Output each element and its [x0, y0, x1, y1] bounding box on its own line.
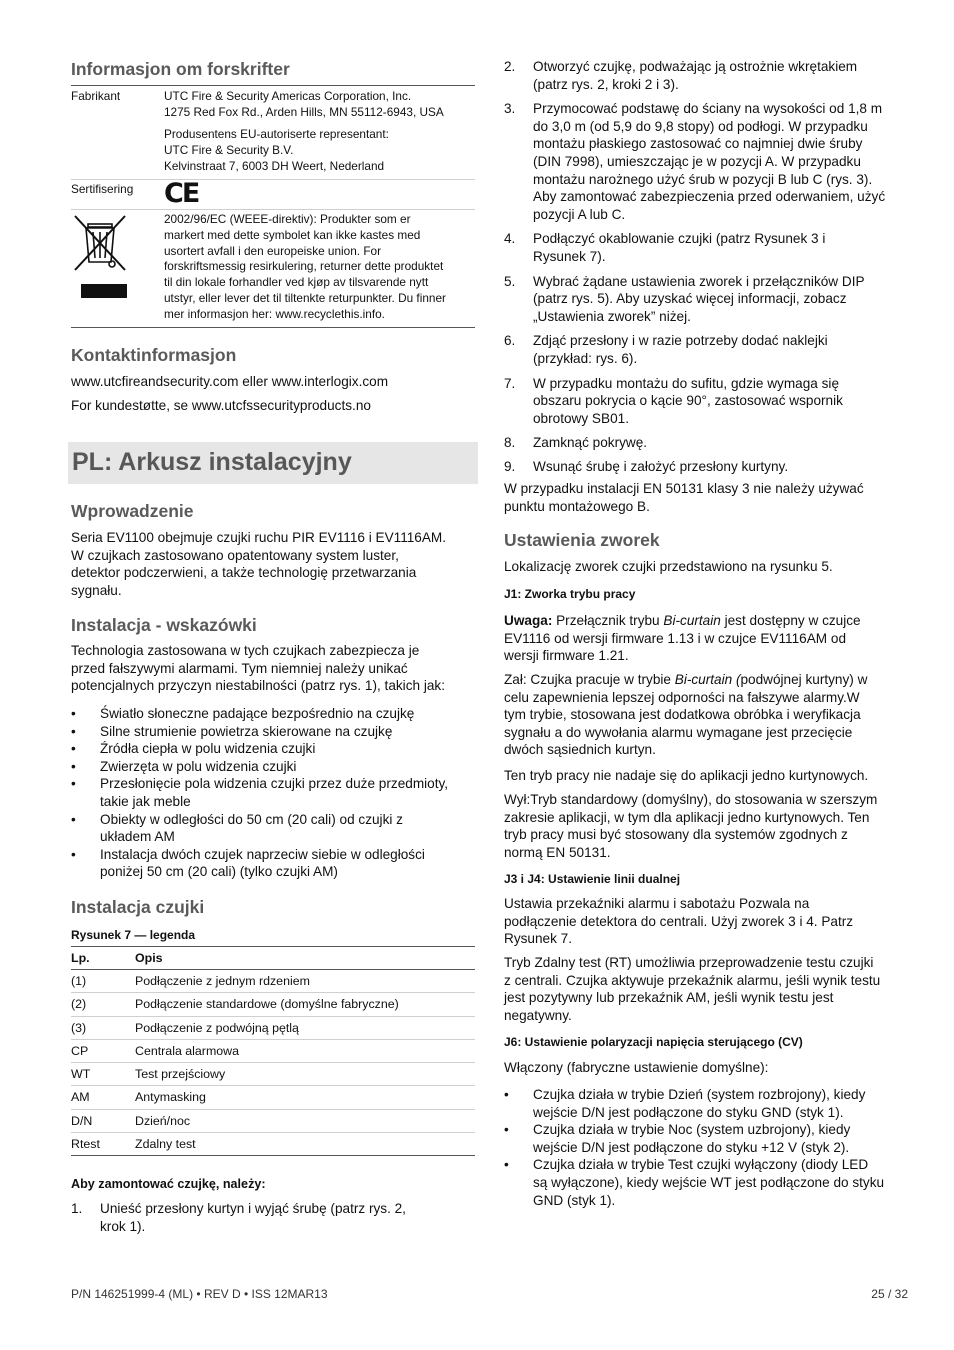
- text-line: przed fałszywymi alarmami. Tym niemniej należy unikać: [71, 660, 408, 676]
- guidelines-heading: Instalacja - wskazówki: [71, 615, 257, 635]
- j34-title: J3 i J4: Ustawienie linii dualnej: [504, 872, 681, 886]
- text-line: potencjalnych przyczyn niestabilności (patrz rys. 1), takich jak:: [71, 678, 445, 694]
- steps-list-part1: [71, 1200, 477, 1235]
- j1-off-paragraph: [504, 791, 877, 861]
- instability-causes-list: [71, 705, 477, 881]
- text-line: Seria EV1100 obejmuje czujki ruchu PIR EV1116 i EV1116AM.: [71, 530, 447, 545]
- list-item: • Silne strumienie powietrza skierowane na czujkę: [71, 723, 477, 741]
- table-cell-lp: AM: [71, 1090, 90, 1105]
- list-item: • Światło słoneczne padające bezpośrednio na czujkę: [71, 705, 477, 723]
- table-cell-lp: CP: [71, 1043, 89, 1058]
- table-cell-opis: Podłączenie z jednym rdzeniem: [135, 974, 310, 988]
- address-line: UTC Fire & Security Americas Corporation, Inc.: [164, 89, 412, 103]
- text-line: wersji firmware 1.21.: [504, 648, 629, 664]
- table-cell-lp: (2): [71, 997, 87, 1012]
- table-row-divider: [71, 1132, 475, 1133]
- text-line: jest pozytywny lub przekaźnik AM, jeśli wynik testu jest: [504, 990, 834, 1006]
- text-line: normą EN 50131.: [504, 844, 611, 860]
- list-item: • Źródła ciepła w polu widzenia czujki: [71, 740, 477, 758]
- table-header-lp: Lp.: [71, 951, 90, 965]
- step-item: 1. Unieść przesłony kurtyn i wyjąć śrubę (patrz rys. 2, krok 1).: [71, 1201, 406, 1234]
- table-cell-opis: Zdalny test: [135, 1136, 196, 1151]
- table-row-divider: [71, 1016, 475, 1017]
- table-row-divider: [71, 992, 475, 993]
- step-item: 4. Podłączyć okablowanie czujki (patrz Rysunek 3 i Rysunek 7).: [504, 231, 826, 264]
- text-line: zakresie aplikacji, w tym dla aplikacji jedno kurtynowych. Ten: [504, 809, 870, 825]
- table-cell-lp: D/N: [71, 1113, 93, 1128]
- text-line: Technologia zastosowana w tych czujkach zabezpiecza je: [71, 643, 420, 658]
- weee-line: utstyr, eller lever det til tiltenkte returpunkter. Du finner: [164, 290, 446, 305]
- intro-heading: Wprowadzenie: [71, 501, 194, 521]
- remote-test-paragraph: [504, 954, 880, 1024]
- manufacturer-label: Fabrikant: [71, 89, 121, 103]
- step-item: 2. Otworzyć czujkę, podważając ją ostrożnie wkrętakiem (patrz rys. 2, kroki 2 i 3).: [504, 59, 858, 92]
- weee-line: forskriftsmessig resirkulering, returner dette produktet: [164, 259, 444, 274]
- text-line: sygnału.: [71, 582, 122, 598]
- j6-list: [504, 1086, 908, 1209]
- text-line: W przypadku instalacji EN 50131 klasy 3 nie należy używać: [504, 481, 864, 496]
- contact-support: For kundestøtte, se www.utcfssecurityproducts.no: [71, 398, 371, 413]
- steps-intro: Aby zamontować czujkę, należy:: [71, 1177, 266, 1191]
- table-cell-opis: Podłączenie z podwójną pętlą: [135, 1020, 299, 1035]
- list-item: • Czujka działa w trybie Test czujki wyłączony (diody LED są wyłączone), kiedy wejście WT jest podłączone do styku GND (styk 1).: [504, 1156, 908, 1209]
- text-line: negatywny.: [504, 1007, 572, 1023]
- table-caption: Rysunek 7 — legenda: [71, 928, 196, 942]
- text-line: Tryb Zdalny test (RT) umożliwia przeprowadzenie testu czujki: [504, 955, 874, 970]
- j34-paragraph: [504, 895, 853, 948]
- jumpers-heading: Ustawienia zworek: [504, 530, 660, 550]
- step-item: 8. Zamknąć pokrywę.: [504, 435, 648, 451]
- text-line: sygnału a do wywołania alarmu wymagane jest przecięcie: [504, 724, 853, 740]
- table-cell-opis: Centrala alarmowa: [135, 1043, 239, 1058]
- j6-title: J6: Ustawienie polaryzacji napięcia sterującego (CV): [504, 1035, 803, 1049]
- footer-part-number: P/N 146251999-4 (ML) • REV D • ISS 12MAR13: [71, 1287, 328, 1301]
- text-line: Ustawia przekaźniki alarmu i sabotażu Pozwala na: [504, 896, 810, 911]
- table-header-opis: Opis: [135, 951, 163, 965]
- en50131-note: [504, 480, 864, 515]
- guidelines-paragraph: [71, 642, 445, 695]
- rep-line: Kelvinstraat 7, 6003 DH Weert, Nederland: [164, 158, 385, 173]
- text-line: detektor podczerwieni, a także technologię przetwarzania: [71, 565, 417, 581]
- table-cell-opis: Test przejściowy: [135, 1067, 226, 1081]
- table-row-divider: [71, 1109, 475, 1110]
- table-row-divider: [71, 1039, 475, 1040]
- j6-intro: Włączony (fabryczne ustawienie domyślne):: [504, 1060, 769, 1075]
- page-number: 25 / 32: [871, 1287, 908, 1301]
- text-line: EV1116 od wersji firmware 1.13 i w czujce EV1116AM od: [504, 630, 847, 646]
- address-line: 1275 Red Fox Rd., Arden Hills, MN 55112-6943, USA: [164, 104, 444, 119]
- list-item: • Instalacja dwóch czujek naprzeciw siebie w odległości poniżej 50 cm (20 cali) (tylko czujki AM): [71, 846, 477, 881]
- j1-title: J1: Zworka trybu pracy: [504, 587, 636, 601]
- divider: [71, 327, 475, 328]
- table-top-rule: [71, 946, 475, 947]
- table-header-rule: [71, 969, 475, 970]
- weee-line: usortert avfall i den europeiske union. For: [164, 243, 382, 258]
- text-line: z centrali. Czujka aktywuje przekaźnik alarmu, jeśli wynik testu: [504, 972, 881, 988]
- table-row-divider: [71, 1085, 475, 1086]
- table-row-divider: [71, 1062, 475, 1063]
- weee-line: markert med dette symbolet kan ikke kastes med: [164, 227, 421, 242]
- text-line: tryb pracy musi być stosowany dla systemów zgodnych z: [504, 827, 848, 843]
- page-title: PL: Arkusz instalacyjny: [72, 448, 352, 476]
- certification-label: Sertifisering: [71, 182, 134, 196]
- eu-representative: [164, 127, 389, 174]
- list-item: • Przesłonięcie pola widzenia czujki przez duże przedmioty, takie jak meble: [71, 775, 477, 810]
- jumpers-intro: Lokalizację zworek czujki przedstawiono na rysunku 5.: [504, 559, 833, 574]
- step-item: 9. Wsunąć śrubę i założyć przesłony kurtyny.: [504, 458, 789, 474]
- list-item: • Czujka działa w trybie Noc (system uzbrojony), kiedy wejście D/N jest podłączone do styku +12 V (styk 2).: [504, 1121, 908, 1156]
- section-banner: [68, 442, 478, 484]
- step-item: 7. W przypadku montażu do sufitu, gdzie wymaga się obszaru pokrycia o kącie 90°, zastosować wspornik obrotowy SB01.: [504, 375, 843, 426]
- text-line: tym trybie, stosowana jest dodatkowa obróbka i weryfikacja: [504, 707, 861, 723]
- text-line: podłączenie detektora do centrali. Użyj zworek 3 i 4. Patrz: [504, 913, 854, 929]
- j1-on-paragraph: Zał: Czujka pracuje w trybie Bi-curtain (podwójnej kurtyny) w celu zapewnienia lepszej odporności na fałszywe alarmy.W tym trybie, stosowana jest dodatkowa obróbka i weryfikacja sygnału a do wywołania alarmu wymagane jest przecięcie dwóch sąsiednich kurtyn.: [504, 672, 868, 758]
- step-item: 6. Zdjąć przesłony i w razie potrzeby dodać naklejki (przykład: rys. 6).: [504, 333, 828, 366]
- rep-line: Produsentens EU-autoriserte representant:: [164, 127, 389, 141]
- j1-note: Uwaga: Przełącznik trybu Bi-curtain jest dostępny w czujce EV1116 od wersji firmware 1.13 i w czujce EV1116AM od wersji firmware 1.21.: [504, 613, 861, 664]
- list-item: • Czujka działa w trybie Dzień (system rozbrojony), kiedy wejście D/N jest podłączone do styku GND (styk 1).: [504, 1086, 908, 1121]
- intro-paragraph: [71, 529, 446, 599]
- table-cell-lp: Rtest: [71, 1136, 100, 1151]
- divider: [71, 209, 475, 210]
- manufacturer-address: [164, 89, 444, 121]
- install-heading: Instalacja czujki: [71, 897, 205, 917]
- text-line: celu zapewnienia lepszej odporności na fałszywe alarmy.W: [504, 689, 860, 705]
- step-item: 3. Przymocować podstawę do ściany na wysokości od 1,8 m do 3,0 m (od 5,9 do 9,8 stopy) od podłogi. W przypadku montażu płaskiego zastosować co najmniej dwie śruby (DIN 7998), umieszczając je w pozycji A. W przypadku montażu narożnego użyć śrub w pozycji B lub C (rys. 3). Aby zamontować zabezpieczenia przed oderwaniem, użyć pozycji A lub C.: [504, 101, 886, 222]
- text-line: W czujkach zastosowano opatentowany system luster,: [71, 547, 399, 563]
- step-item: 5. Wybrać żądane ustawienia zworek i przełączników DIP (patrz rys. 5). Aby uzyskać więcej informacji, zobacz „Ustawienia zworek” niżej.: [504, 273, 865, 324]
- table-bottom-rule: [71, 1155, 475, 1156]
- j1-single-curtain-note: Ten tryb pracy nie nadaje się do aplikacji jedno kurtynowych.: [504, 768, 869, 783]
- divider: [71, 179, 475, 180]
- text-line: Rysunek 7.: [504, 931, 573, 947]
- contact-heading: Kontaktinformasjon: [71, 345, 237, 365]
- weee-line: til din lokale forhandler ved kjøp av tilsvarende nytt: [164, 275, 429, 290]
- rep-line: UTC Fire & Security B.V.: [164, 142, 294, 157]
- divider: [71, 85, 475, 86]
- weee-text: [164, 212, 476, 323]
- list-item: • Zwierzęta w polu widzenia czujki: [71, 758, 477, 776]
- steps-list-part2: [504, 58, 908, 475]
- table-cell-opis: Dzień/noc: [135, 1113, 191, 1128]
- contact-websites: www.utcfireandsecurity.com eller www.interlogix.com: [71, 374, 389, 389]
- table-cell-opis: Podłączenie standardowe (domyślne fabryczne): [135, 997, 399, 1012]
- text-line: dwóch sąsiednich kurtyn.: [504, 742, 656, 758]
- ce-mark-icon: CE: [164, 178, 199, 209]
- text-line: punktu montażowego B.: [504, 498, 650, 514]
- list-item: • Obiekty w odległości do 50 cm (20 cali) od czujki z układem AM: [71, 811, 477, 846]
- weee-bin-icon: [71, 212, 131, 302]
- table-cell-lp: (1): [71, 974, 87, 988]
- text-line: Wył:Tryb standardowy (domyślny), do stosowania w szerszym: [504, 792, 878, 807]
- weee-line: mer informasjon her: www.recyclethis.info.: [164, 306, 385, 321]
- table-cell-lp: (3): [71, 1020, 87, 1035]
- table-cell-lp: WT: [71, 1067, 91, 1081]
- regulatory-heading: Informasjon om forskrifter: [71, 59, 290, 79]
- weee-line: 2002/96/EC (WEEE-direktiv): Produkter som er: [164, 212, 411, 226]
- table-cell-opis: Antymasking: [135, 1090, 206, 1105]
